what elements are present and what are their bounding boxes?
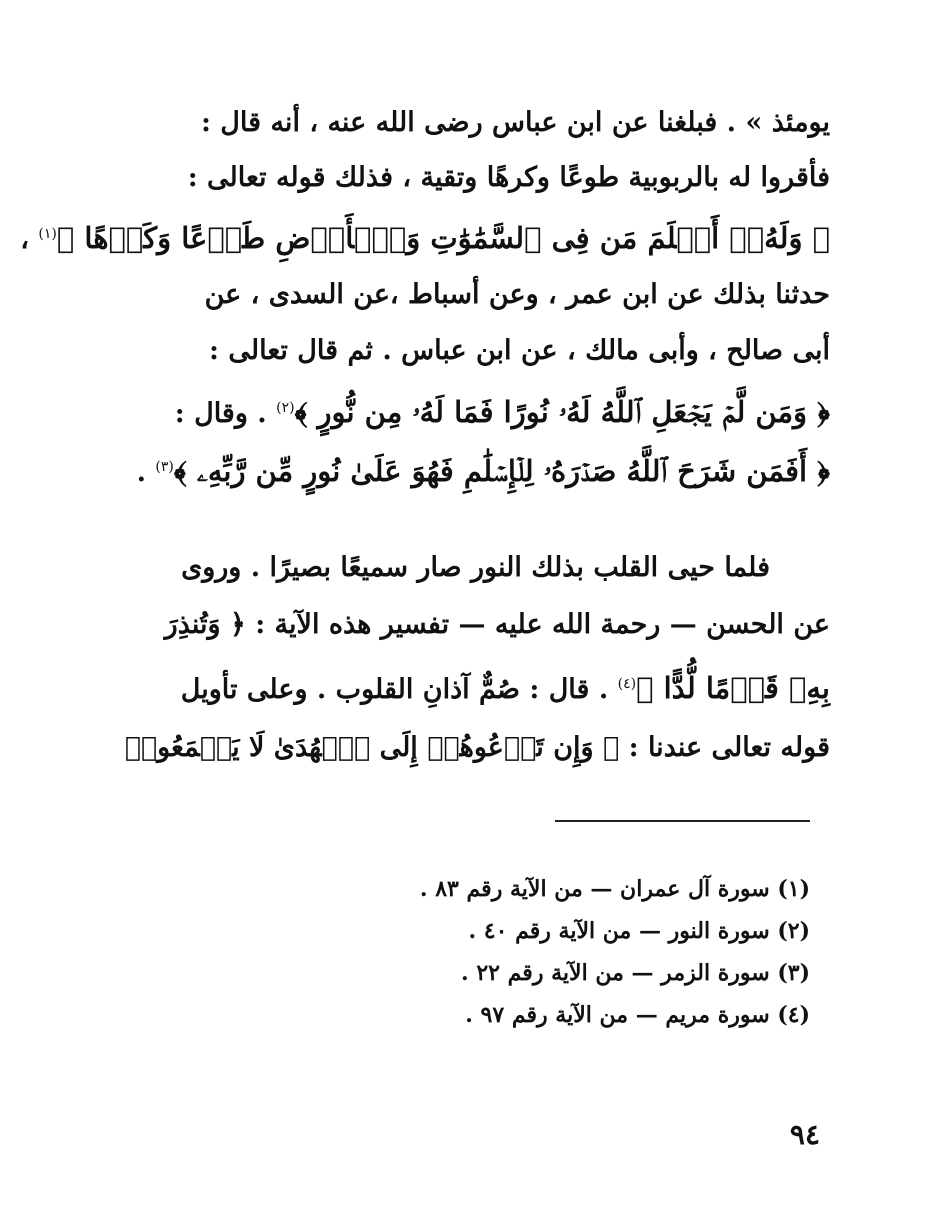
line-text: يومئذ » . فبلغنا عن ابن عباس رضى الله عنه ، أنه قال : — [200, 107, 830, 138]
line-text: فأقروا له بالربوبية طوعًا وكرهًا وتقية ، فذلك قوله تعالى : — [187, 162, 830, 193]
paragraph-1 — [20, 95, 830, 495]
quran-verse: بِهِۦ قَوۡمًا لُّدًّا ﴾ — [636, 671, 830, 705]
text-line — [100, 657, 830, 712]
text-line — [100, 95, 830, 150]
quran-verse: ﴿ وَلَهُۥٓ أَسۡلَمَ مَن فِى ٱلسَّمَٰوَٰتِ وَٱلۡأَرۡضِ طَوۡعًا وَكَرۡهًا ﴾ — [56, 221, 830, 255]
footnotes — [300, 868, 810, 1036]
verse-line — [100, 381, 830, 436]
text-line — [100, 267, 830, 322]
text-line — [100, 720, 830, 775]
line-text: حدثنا بذلك عن ابن عمر ، وعن أسباط ،عن السدى ، عن — [204, 279, 830, 310]
line-tail: . وقال : — [174, 398, 267, 429]
footnote-marker: (١) — [38, 226, 57, 242]
footnote-marker: (٤) — [617, 676, 637, 692]
verse-line — [100, 440, 830, 495]
footnote-item: (٣) سورة الزمر — من الآية رقم ٢٢ . — [461, 960, 810, 986]
text-line — [100, 150, 830, 205]
line-tail: . — [136, 457, 146, 488]
footnote-item: (٤) سورة مريم — من الآية رقم ٩٧ . — [465, 1002, 810, 1028]
text-line — [100, 540, 830, 595]
quran-verse: ﴿ وَمَن لَّمۡ يَجۡعَلِ ٱللَّهُ لَهُۥ نُورًا فَمَا لَهُۥ مِن نُّورٍ ﴾ — [294, 395, 830, 429]
quran-verse: ﴿ أَفَمَن شَرَحَ ٱللَّهُ صَدۡرَهُۥ لِلۡإِسۡلَٰمِ فَهُوَ عَلَىٰ نُورٍ مِّن رَّبِّهِۦ ﴾ — [173, 454, 830, 488]
footnote-item: (١) سورة آل عمران — من الآية رقم ٨٣ . — [419, 876, 810, 902]
paragraph-2 — [100, 540, 830, 800]
line-text: عن الحسن — رحمة الله عليه — تفسير هذه الآية : ﴿ وَتُنذِرَ — [164, 609, 830, 640]
footnote-marker: (٣) — [155, 459, 174, 475]
text-line — [100, 323, 830, 378]
footnote-divider — [555, 820, 810, 822]
text-line — [100, 597, 830, 652]
verse-line — [20, 207, 830, 262]
line-tail: ، — [20, 224, 29, 255]
line-tail: . قال : صُمٌّ آذانِ القلوب . وعلى تأويل — [180, 674, 609, 705]
line-text: قوله تعالى عندنا : ﴿ وَإِن تَدۡعُوهُمۡ إِلَى ٱلۡهُدَىٰ لَا يَسۡمَعُوا۟ — [124, 732, 830, 763]
line-text: أبى صالح ، وأبى مالك ، عن ابن عباس . ثم قال تعالى : — [209, 335, 830, 366]
footnote-marker: (٢) — [276, 400, 295, 416]
line-text: فلما حيى القلب بذلك النور صار سميعًا بصيرًا . وروى — [181, 552, 770, 583]
page-number: ٩٤ — [789, 1118, 820, 1151]
footnote-item: (٢) سورة النور — من الآية رقم ٤٠ . — [468, 918, 810, 944]
